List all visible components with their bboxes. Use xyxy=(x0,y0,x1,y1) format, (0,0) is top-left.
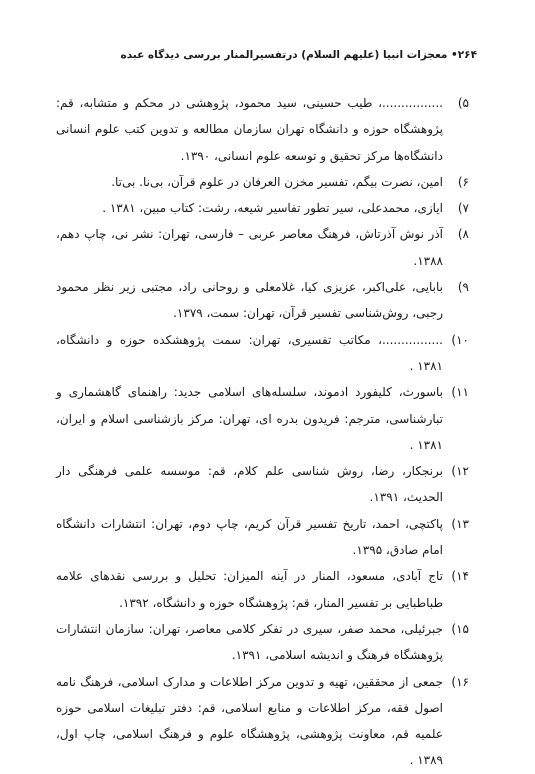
reference-number: ۱۲) xyxy=(451,464,469,479)
reference-item xyxy=(56,169,469,195)
reference-text: تاج آبادی، مسعود، المنار در آینه المیزان: تحلیل و بررسی نقدهای علامه طباطبایی بر تفسیر المنار، قم: پژوهشگاه حوزه و دانشگاه، ۱۳۹۲. xyxy=(56,569,443,610)
reference-number: ۵) xyxy=(457,96,469,110)
reference-number: ۷) xyxy=(457,201,469,216)
reference-text: جبرئیلی، محمد صفر، سیری در تفکر کلامی معاصر، تهران: سازمان انتشارات پژوهشگاه فرهنگ و اندیشه اسلامی، ۱۳۹۱. xyxy=(56,621,443,663)
reference-item xyxy=(56,379,469,458)
reference-text: باسورث، کلیفورد ادموند، سلسله‌های اسلامی جدید: راهنمای گاهشماری و تبارشناسی، مترجم: فریدون بدره ای، تهران: مرکز بازشناسی اسلام و ایران، ۱۳۸۱ . xyxy=(56,385,443,452)
reference-item xyxy=(56,274,469,327)
reference-number: ۱۵) xyxy=(451,621,469,636)
reference-number: ۱۰) xyxy=(451,332,469,347)
reference-item xyxy=(56,563,469,616)
reference-number: ۱۶) xyxy=(451,674,469,689)
reference-number: ۱۳) xyxy=(451,516,469,531)
reference-text: بابایی، علی‌اکبر، عزیزی کیا، غلامعلی و روحانی راد، مجتبی زیر نظر محمود رجبی، روش‌شناسی تفسیر قرآن، تهران: سمت، ۱۳۷۹. xyxy=(56,280,443,321)
reference-item xyxy=(56,669,469,774)
reference-number: ۱۱) xyxy=(451,385,469,400)
running-header: ۲۶۴• معجزات انبیا (علیهم السلام) درتفسیرالمنار بررسی دیدگاه عبده xyxy=(120,49,477,61)
reference-text: پاکتچی، احمد، تاریخ تفسیر قرآن کریم، چاپ دوم، تهران: انتشارات دانشگاه امام صادق، ۱۳۹۵. xyxy=(56,516,443,558)
reference-text: ایازی، محمدعلی، سیر تطور تفاسیر شیعه، رشت: کتاب مبین، ۱۳۸۱ . xyxy=(102,201,443,216)
reference-text: امین، نصرت بیگم، تفسیر مخزن العرفان در علوم قرآن، بی‌نا. بی‌تا. xyxy=(111,174,443,189)
reference-item xyxy=(56,221,469,274)
reference-number: ۱۴) xyxy=(451,569,469,584)
reference-text: آذر نوش آذرتاش، فرهنگ معاصر عربی – فارسی، تهران: نشر نی، چاپ دهم، ۱۳۸۸. xyxy=(56,227,443,268)
reference-number: ۸) xyxy=(457,227,469,242)
reference-text: ................، طیب حسینی، سید محمود، پژوهشی در محکم و متشابه، قم: پژوهشگاه حوزه و دانشگاه تهران سازمان مطالعه و تدوین کتب علوم انسانی دانشگاه‌ها مرکز تحقیق و توسعه علوم انسانی، ۱۳۹۰. xyxy=(56,96,443,163)
reference-text: جمعی از محققین، تهیه و تدوین مرکز اطلاعات و مدارک اسلامی، فرهنگ نامه اصول فقه، مرکز اطلاعات و منابع اسلامی، قم: دفتر تبلیغات اسلامی حوزه علمیه قم، معاونت پژوهشی، پژوهشگاه علوم و فرهنگ اسلامی، چاپ اول، ۱۳۸۹ . xyxy=(56,674,443,768)
reference-item xyxy=(56,90,469,169)
reference-item xyxy=(56,511,469,564)
reference-item xyxy=(56,458,469,511)
reference-item xyxy=(56,195,469,221)
reference-number: ۶) xyxy=(457,174,469,189)
reference-text: برنجکار، رضا، روش شناسی علم کلام، قم: موسسه علمی فرهنگی دار الحدیث، ۱۳۹۱. xyxy=(56,464,443,505)
reference-list xyxy=(56,90,469,774)
reference-text: ................، مکاتب تفسیری، تهران: سمت پژوهشکده حوزه و دانشگاه، ۱۳۸۱ . xyxy=(56,332,443,373)
reference-item xyxy=(56,616,469,669)
reference-item xyxy=(56,327,469,380)
reference-number: ۹) xyxy=(457,280,469,295)
